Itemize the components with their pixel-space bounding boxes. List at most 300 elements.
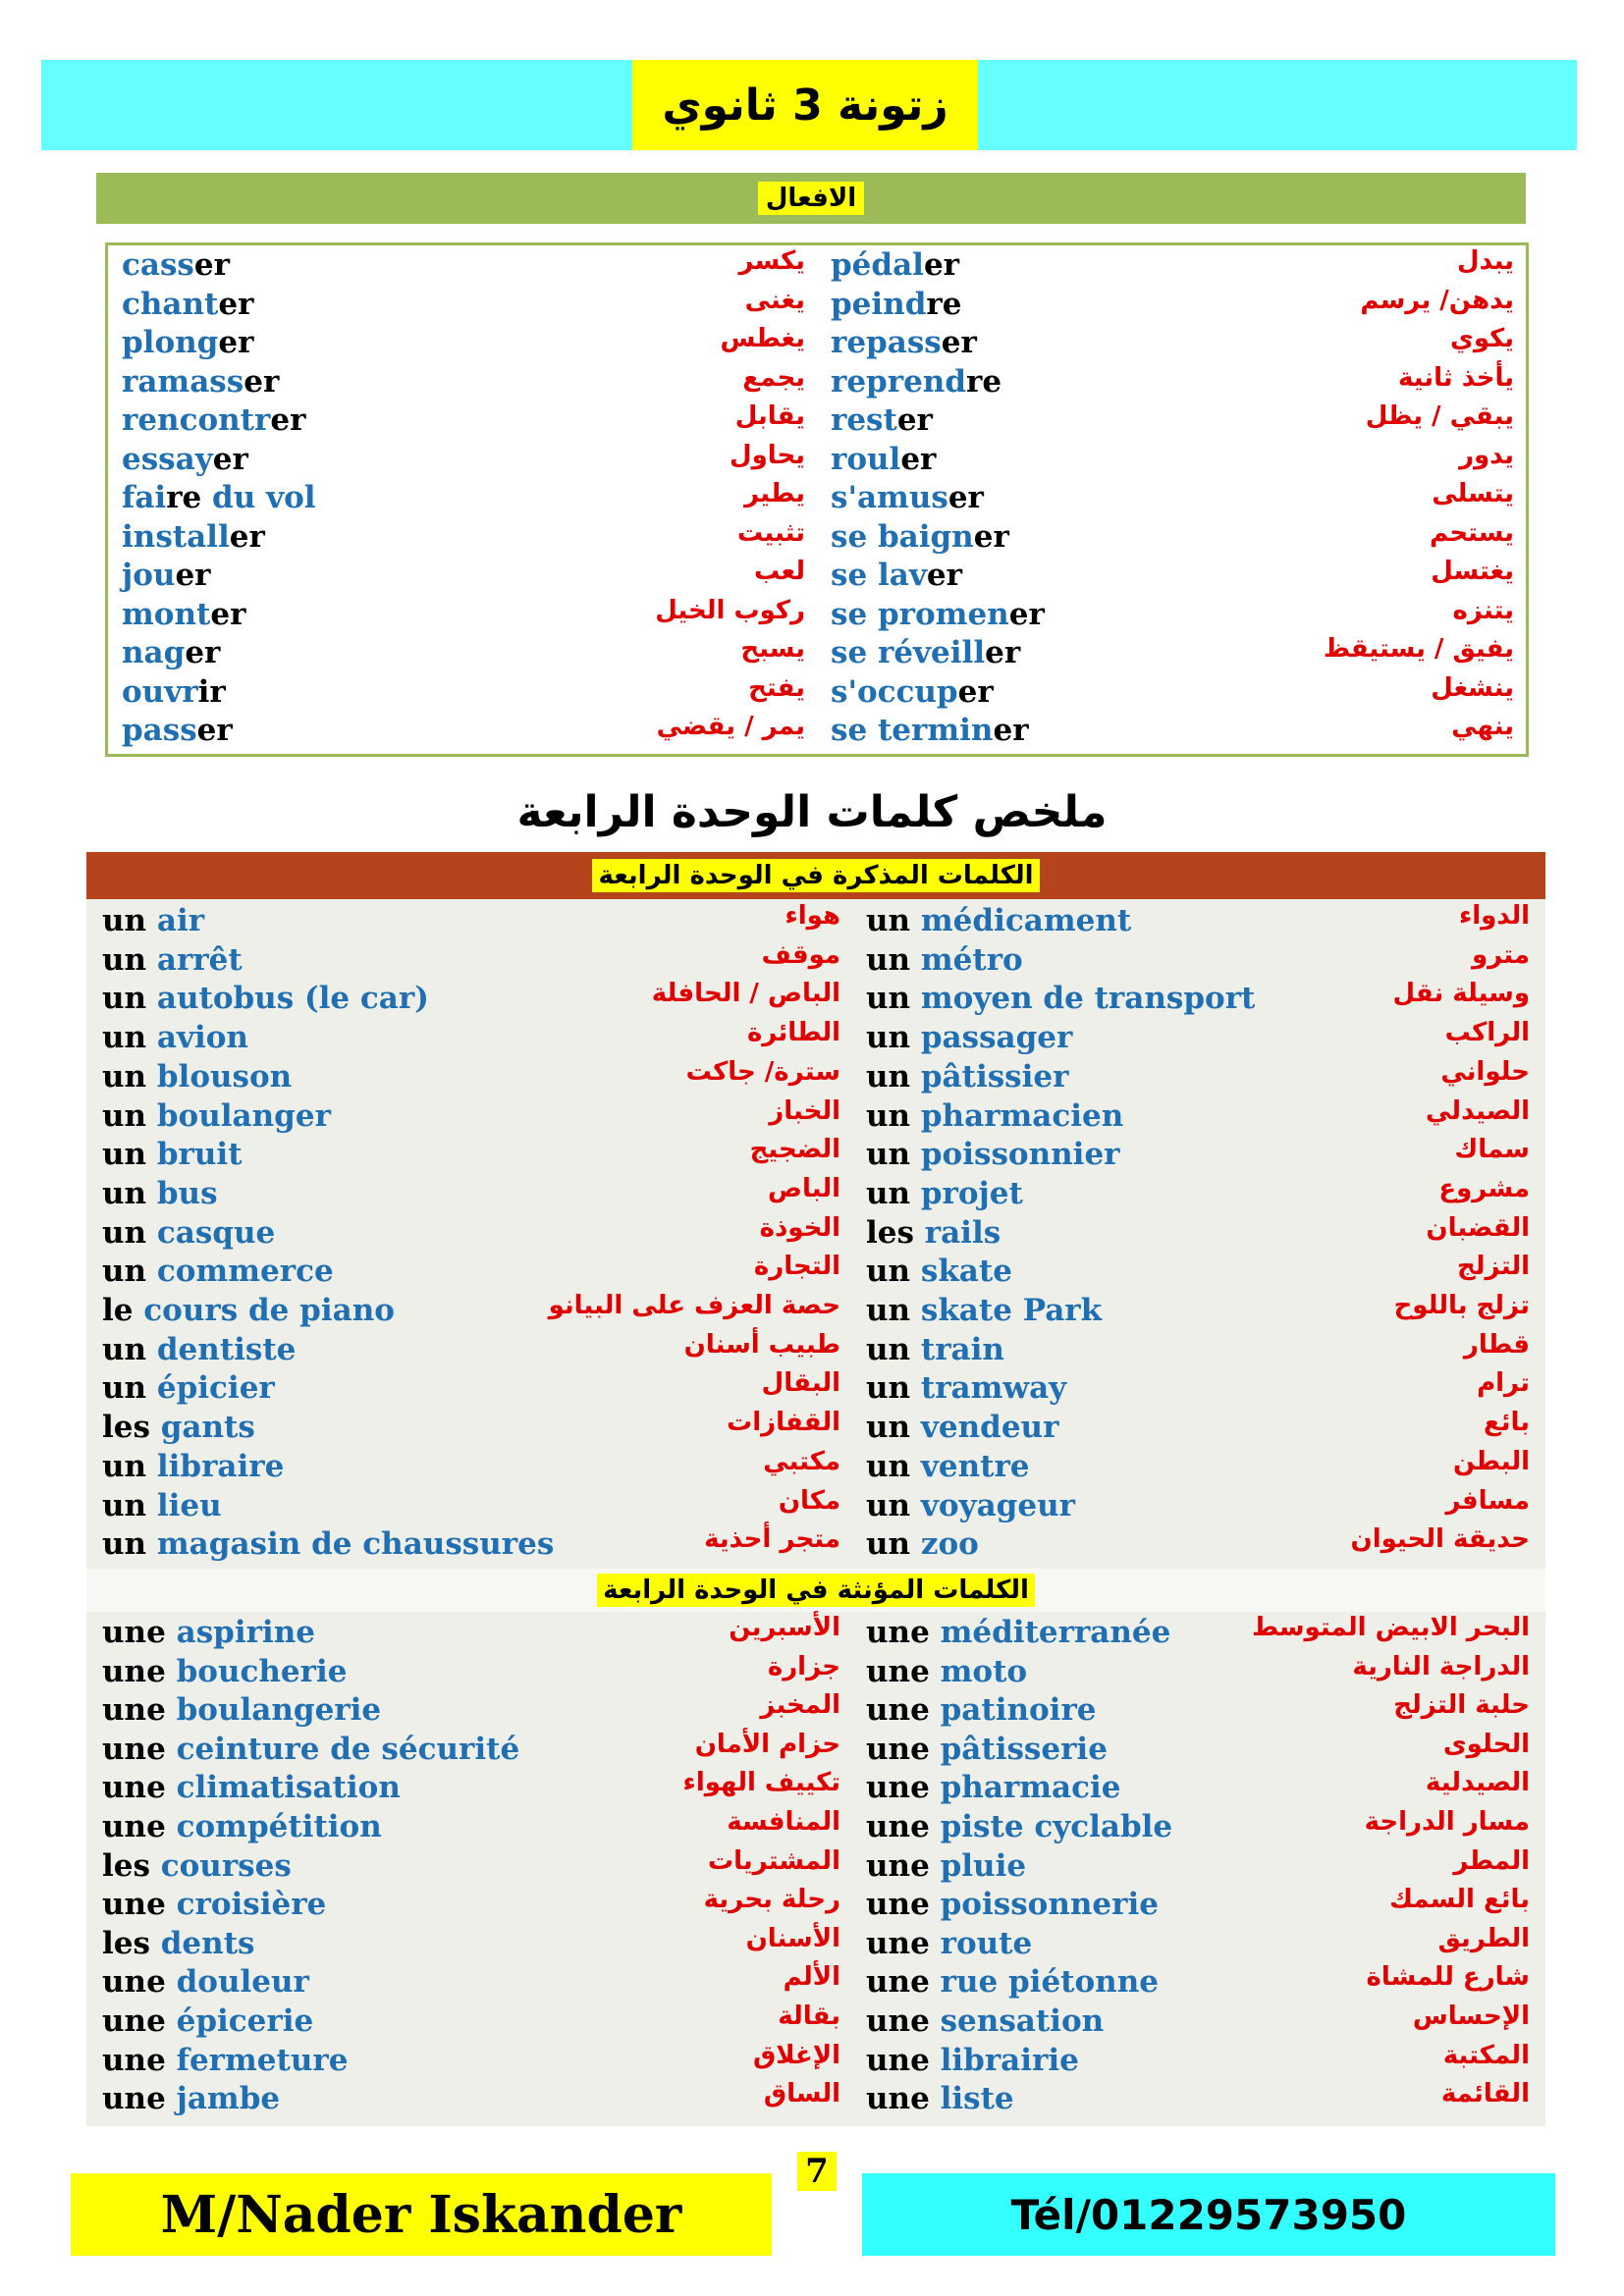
verb-ar: يفيق / يستيقظ [1323, 634, 1514, 664]
verb-ar: يتنزه [1452, 595, 1514, 625]
verb-fr [122, 400, 305, 440]
verb-fr [122, 245, 230, 285]
word-fr [102, 1730, 519, 1769]
word-article: un [102, 1097, 147, 1134]
verb-stem: se promen [831, 596, 1009, 632]
word-article: un [866, 1097, 911, 1134]
word-fr [866, 1252, 1012, 1291]
word-ar: المطر [1453, 1845, 1530, 1876]
verb-ar: يكسر [738, 246, 805, 276]
word-fr [866, 2079, 1014, 2118]
verb-stem: se lav [831, 558, 927, 593]
verb-ar: ركوب الخيل [655, 595, 805, 625]
word-fr [866, 1690, 1097, 1730]
word-article: un [102, 941, 147, 978]
verb-fr [122, 478, 316, 517]
verb-ar: يمر / يقضي [656, 712, 805, 741]
word-ar: بائع السمك [1389, 1885, 1530, 1915]
word-article: une [102, 1615, 166, 1650]
word-ar: طبيب أسنان [683, 1329, 840, 1360]
word-noun: boulanger [156, 1097, 331, 1134]
word-ar: الخباز [769, 1095, 840, 1126]
word-article: un [866, 1410, 911, 1446]
word-noun: médicament [920, 903, 1132, 938]
word-noun: commerce [156, 1254, 334, 1290]
word-noun: courses [160, 1847, 292, 1884]
word-ar: حصة العزف على البيانو [548, 1291, 840, 1320]
verb-ar: يسبح [740, 634, 805, 664]
word-fr [866, 1447, 1030, 1486]
word-ar: مترو [1471, 939, 1530, 970]
word-fr [102, 2079, 280, 2118]
word-noun: boulangerie [176, 1692, 382, 1729]
word-noun: autobus (le car) [156, 981, 429, 1017]
page-number: 7 [797, 2152, 837, 2191]
word-noun: dentiste [156, 1331, 297, 1367]
word-noun: métro [920, 941, 1023, 978]
word-ar: الطائرة [746, 1018, 840, 1048]
word-article: une [866, 1731, 930, 1767]
word-ar: سماك [1454, 1135, 1530, 1165]
word-ar: الألم [783, 1962, 840, 1993]
verb-ar: يجمع [742, 362, 805, 393]
masculine-header-bar [86, 852, 1545, 899]
word-ar: الباص / الحافلة [651, 979, 840, 1009]
verb-fr [122, 711, 233, 750]
word-article: les [102, 1925, 150, 1961]
verb-fr [122, 362, 279, 401]
word-fr [866, 1330, 1004, 1369]
word-noun: sensation [940, 2003, 1105, 2039]
word-noun: patinoire [940, 1692, 1097, 1729]
word-noun: voyageur [920, 1487, 1075, 1523]
word-ar: المخبز [760, 1690, 840, 1721]
word-fr [102, 1885, 326, 1924]
word-ar: الأسبرين [729, 1613, 840, 1642]
word-article: les [102, 1847, 150, 1884]
word-ar: مسافر [1445, 1485, 1530, 1516]
word-fr [866, 1368, 1066, 1408]
verbs-header-bar [96, 173, 1526, 224]
word-ar: التزلج [1457, 1252, 1530, 1282]
verbs-table [105, 242, 1529, 757]
word-article: un [866, 1448, 911, 1484]
word-noun: rails [924, 1214, 1001, 1251]
verb-tail: du vol [201, 480, 316, 515]
word-noun: pharmacie [940, 1770, 1121, 1806]
word-article: une [866, 1887, 930, 1923]
verb-fr [831, 556, 962, 595]
verb-fr [831, 595, 1045, 634]
verb-fr [831, 672, 994, 712]
verb-stem: mont [122, 596, 211, 632]
word-fr [102, 1408, 255, 1447]
word-ar: الأسنان [745, 1923, 840, 1953]
word-ar: شارع للمشاة [1366, 1962, 1530, 1993]
verb-fr [831, 633, 1020, 672]
verb-ending: er [212, 441, 248, 477]
verb-fr [831, 517, 1009, 557]
word-noun: passager [920, 1020, 1073, 1056]
verb-fr [831, 400, 933, 440]
word-fr [102, 1135, 243, 1174]
word-noun: pâtisserie [940, 1731, 1108, 1767]
word-article: une [866, 2003, 930, 2039]
word-ar: هواء [785, 901, 840, 931]
word-article: un [102, 1175, 147, 1211]
word-article: un [866, 1370, 911, 1407]
verb-stem: se termin [831, 713, 994, 748]
word-article: un [102, 1487, 147, 1523]
verb-stem: fai [122, 480, 167, 515]
word-noun: rue piétonne [940, 1964, 1159, 2001]
verb-fr [831, 440, 936, 479]
word-article: un [102, 1254, 147, 1290]
word-ar: بقالة [778, 2002, 840, 2031]
word-fr [866, 1524, 979, 1564]
verb-ar: ينهي [1451, 712, 1514, 741]
word-ar: حزام الأمان [694, 1729, 840, 1759]
word-article: un [866, 1137, 911, 1173]
verb-ending: re [926, 286, 962, 322]
verb-fr [831, 362, 1001, 401]
word-article: les [866, 1214, 914, 1251]
verb-fr [122, 672, 226, 712]
word-ar: تكييف الهواء [682, 1768, 840, 1798]
verb-ar: يدور [1459, 440, 1514, 470]
word-ar: التجارة [753, 1252, 840, 1282]
verb-ar: ينشغل [1431, 672, 1514, 703]
verb-stem: s'occup [831, 673, 958, 710]
verb-ending: re [166, 480, 202, 515]
word-noun: bus [156, 1175, 218, 1211]
word-noun: pluie [940, 1847, 1027, 1884]
verb-stem: repass [831, 325, 942, 360]
word-ar: قطار [1463, 1329, 1530, 1360]
word-fr [866, 1486, 1075, 1525]
word-ar: الراكب [1444, 1018, 1530, 1048]
word-ar: الدراجة النارية [1352, 1651, 1530, 1682]
word-fr [102, 901, 204, 940]
author-banner: M/Nader Iskander [71, 2173, 772, 2256]
word-fr [866, 1018, 1072, 1057]
word-ar: تزلج باللوح [1393, 1291, 1530, 1320]
word-noun: piste cyclable [940, 1809, 1173, 1844]
word-noun: route [940, 1925, 1033, 1961]
word-noun: librairie [940, 2042, 1079, 2078]
word-ar: القفازات [727, 1408, 840, 1438]
word-fr [866, 1730, 1108, 1769]
word-article: une [102, 1731, 166, 1767]
verb-stem: rencontr [122, 402, 271, 438]
verb-ending: er [926, 558, 962, 593]
word-article: une [102, 1692, 166, 1729]
word-ar: مكان [778, 1485, 840, 1516]
verb-ending: er [270, 402, 306, 438]
verb-ending: er [1008, 596, 1045, 632]
word-ar: الصيدلي [1426, 1095, 1530, 1126]
word-fr [866, 940, 1023, 980]
verb-fr [831, 285, 961, 324]
verb-stem: ouvr [122, 673, 198, 710]
verb-ar: يبقي / يظل [1365, 401, 1514, 431]
verb-ar: يغنى [744, 285, 805, 315]
verb-ending: er [175, 558, 211, 593]
word-noun: projet [920, 1175, 1023, 1211]
verb-stem: cass [122, 247, 194, 283]
word-article: le [102, 1293, 134, 1328]
verb-ending: er [218, 325, 254, 360]
word-article: un [866, 1293, 911, 1328]
word-article: une [102, 1964, 166, 2001]
feminine-header-bar [86, 1569, 1545, 1612]
word-fr [102, 1057, 292, 1096]
verb-ending: er [210, 596, 246, 632]
phone-banner: Tél/01229573950 [862, 2173, 1555, 2256]
verb-stem: s'amus [831, 480, 948, 515]
verb-ending: er [244, 363, 280, 400]
word-noun: liste [940, 2081, 1014, 2117]
word-article: une [866, 1847, 930, 1884]
word-article: un [102, 1214, 147, 1251]
word-fr [866, 1057, 1068, 1096]
word-noun: croisière [176, 1887, 327, 1923]
word-noun: ceinture de sécurité [176, 1731, 520, 1767]
word-article: un [102, 1331, 147, 1367]
word-article: une [102, 2042, 166, 2078]
word-fr [102, 1486, 222, 1525]
word-ar: المكتبة [1442, 2040, 1530, 2070]
word-article: une [866, 2042, 930, 2078]
word-article: un [866, 1175, 911, 1211]
verb-ar: يكوي [1449, 324, 1514, 353]
word-fr [866, 1924, 1032, 1963]
word-fr [102, 1846, 292, 1886]
word-ar: مشروع [1438, 1173, 1530, 1203]
word-fr [866, 901, 1131, 940]
word-noun: climatisation [176, 1770, 401, 1806]
verb-ending: er [923, 247, 959, 283]
word-ar: المنافسة [727, 1807, 840, 1837]
verb-stem: reprend [831, 363, 967, 400]
word-noun: skate [920, 1254, 1012, 1290]
word-ar: البطن [1452, 1446, 1530, 1476]
word-article: une [102, 2003, 166, 2039]
word-noun: tramway [920, 1370, 1067, 1407]
word-fr [866, 1408, 1058, 1447]
word-article: un [102, 1020, 147, 1056]
word-fr [102, 1652, 347, 1691]
word-noun: méditerranée [940, 1615, 1171, 1650]
word-noun: magasin de chaussures [156, 1526, 555, 1563]
word-noun: poissonnier [920, 1137, 1120, 1173]
word-ar: مسار الدراجة [1364, 1807, 1530, 1837]
word-noun: pharmacien [920, 1097, 1124, 1134]
word-ar: حلبة التزلج [1393, 1690, 1530, 1721]
word-fr [866, 1291, 1102, 1330]
verb-fr [831, 323, 977, 362]
word-noun: épicier [156, 1370, 275, 1407]
word-fr [866, 1135, 1120, 1174]
word-article: un [102, 1058, 147, 1095]
word-fr [102, 1447, 284, 1486]
verb-ar: يأخذ ثانية [1397, 362, 1514, 393]
word-ar: الدواء [1458, 901, 1530, 931]
verb-stem: pédal [831, 247, 924, 283]
word-noun: boucherie [176, 1653, 348, 1689]
word-article: une [866, 1770, 930, 1806]
verb-ending: er [896, 402, 933, 438]
word-article: un [102, 1370, 147, 1407]
verb-ending: ir [197, 673, 226, 710]
word-fr [866, 1652, 1027, 1691]
word-fr [102, 1524, 554, 1564]
word-article: un [866, 1487, 911, 1523]
word-ar: موقف [761, 939, 840, 970]
word-noun: gants [160, 1410, 255, 1446]
word-fr [866, 1807, 1172, 1846]
verb-fr [122, 285, 253, 324]
word-ar: القضبان [1426, 1212, 1530, 1243]
word-fr [102, 1807, 382, 1846]
verb-ending: er [229, 518, 265, 555]
word-fr [102, 1330, 296, 1369]
verb-ar: يحاول [730, 440, 805, 470]
verb-ar: يفتح [748, 672, 805, 703]
word-fr [866, 2002, 1104, 2041]
word-ar: ترام [1477, 1368, 1530, 1399]
word-ar: مكتبي [763, 1446, 840, 1476]
word-fr [866, 1885, 1159, 1924]
verb-stem: chant [122, 286, 219, 322]
word-article: une [102, 2081, 166, 2117]
verb-stem: peind [831, 286, 927, 322]
verb-stem: plong [122, 325, 219, 360]
word-noun: zoo [920, 1526, 979, 1563]
word-article: une [866, 1809, 930, 1844]
word-ar: جزارة [767, 1651, 840, 1682]
verb-ending: er [196, 713, 233, 748]
verb-fr [122, 323, 253, 362]
word-fr [866, 2041, 1079, 2080]
verb-ending: er [900, 441, 937, 477]
word-noun: blouson [156, 1058, 293, 1095]
word-noun: moto [940, 1653, 1028, 1689]
word-ar: القائمة [1440, 2079, 1530, 2109]
verb-ending: er [193, 247, 230, 283]
word-noun: dents [160, 1925, 255, 1961]
word-noun: moyen de transport [920, 981, 1256, 1017]
word-article: un [866, 1526, 911, 1563]
verb-ar: يغطس [720, 324, 805, 353]
word-noun: avion [156, 1020, 248, 1056]
word-ar: وسيلة نقل [1392, 979, 1530, 1009]
word-article: un [866, 903, 911, 938]
summary-title: ملخص كلمات الوحدة الرابعة [516, 787, 1108, 837]
word-ar: الضجيج [749, 1135, 840, 1165]
word-article: une [866, 1925, 930, 1961]
verb-ar: يطير [744, 479, 805, 508]
word-ar: الباص [767, 1173, 840, 1203]
verb-ar: يبدل [1457, 246, 1514, 276]
verb-fr [122, 556, 211, 595]
word-noun: bruit [156, 1137, 243, 1173]
verb-stem: roul [831, 441, 901, 477]
word-article: une [866, 1692, 930, 1729]
verb-stem: jou [122, 558, 176, 593]
word-fr [102, 1096, 331, 1136]
feminine-label: الكلمات المؤنثة في الوحدة الرابعة [597, 1574, 1035, 1607]
word-noun: ventre [920, 1448, 1030, 1484]
verb-ending: re [966, 363, 1002, 400]
word-article: un [866, 941, 911, 978]
word-fr [866, 1768, 1121, 1807]
word-noun: train [920, 1331, 1004, 1367]
word-article: un [102, 981, 147, 1017]
word-article: un [866, 981, 911, 1017]
word-noun: skate Park [920, 1293, 1103, 1328]
word-fr [102, 979, 429, 1018]
word-fr [102, 2041, 348, 2080]
word-fr [102, 1174, 218, 1213]
verb-ar: يتسلى [1432, 479, 1514, 508]
word-ar: متجر أحذية [704, 1524, 840, 1555]
verb-fr [831, 711, 1029, 750]
word-ar: الطريق [1437, 1923, 1530, 1953]
word-article: une [866, 1653, 930, 1689]
verb-stem: essay [122, 441, 213, 477]
verb-ar: يغتسل [1431, 557, 1514, 586]
verb-stem: se baign [831, 518, 974, 555]
word-fr [866, 979, 1255, 1018]
word-noun: cours de piano [143, 1293, 395, 1328]
word-article: une [866, 1615, 930, 1650]
word-noun: épicerie [176, 2003, 314, 2039]
verb-stem: rest [831, 402, 897, 438]
word-article: un [866, 1331, 911, 1367]
verb-fr [831, 245, 959, 285]
verb-stem: nag [122, 635, 186, 670]
verb-ending: er [973, 518, 1009, 555]
word-ar: الحلوى [1442, 1729, 1530, 1759]
word-fr [866, 1174, 1023, 1213]
verb-ar: يستحم [1430, 517, 1514, 548]
verb-ending: er [993, 713, 1029, 748]
word-noun: lieu [156, 1487, 222, 1523]
word-noun: aspirine [176, 1615, 315, 1650]
word-article: une [866, 2081, 930, 2117]
verb-ending: er [985, 635, 1021, 670]
word-ar: الصيدلية [1425, 1768, 1530, 1798]
word-noun: vendeur [920, 1410, 1059, 1446]
word-article: une [102, 1770, 166, 1806]
word-fr [102, 1768, 401, 1807]
verb-ar: يدهن/ يرسم [1360, 285, 1514, 315]
word-fr [102, 1018, 248, 1057]
verb-ending: er [941, 325, 977, 360]
word-fr [102, 1252, 334, 1291]
word-article: une [866, 1964, 930, 2001]
verbs-title: الافعال [758, 182, 864, 215]
word-ar: رحلة بحرية [703, 1885, 840, 1915]
verb-stem: ramass [122, 363, 244, 400]
verb-stem: pass [122, 713, 197, 748]
word-article: un [866, 1020, 911, 1056]
verb-ending: er [957, 673, 994, 710]
verb-ending: er [947, 480, 984, 515]
word-fr [102, 1962, 309, 2002]
word-ar: بائع [1483, 1408, 1530, 1438]
